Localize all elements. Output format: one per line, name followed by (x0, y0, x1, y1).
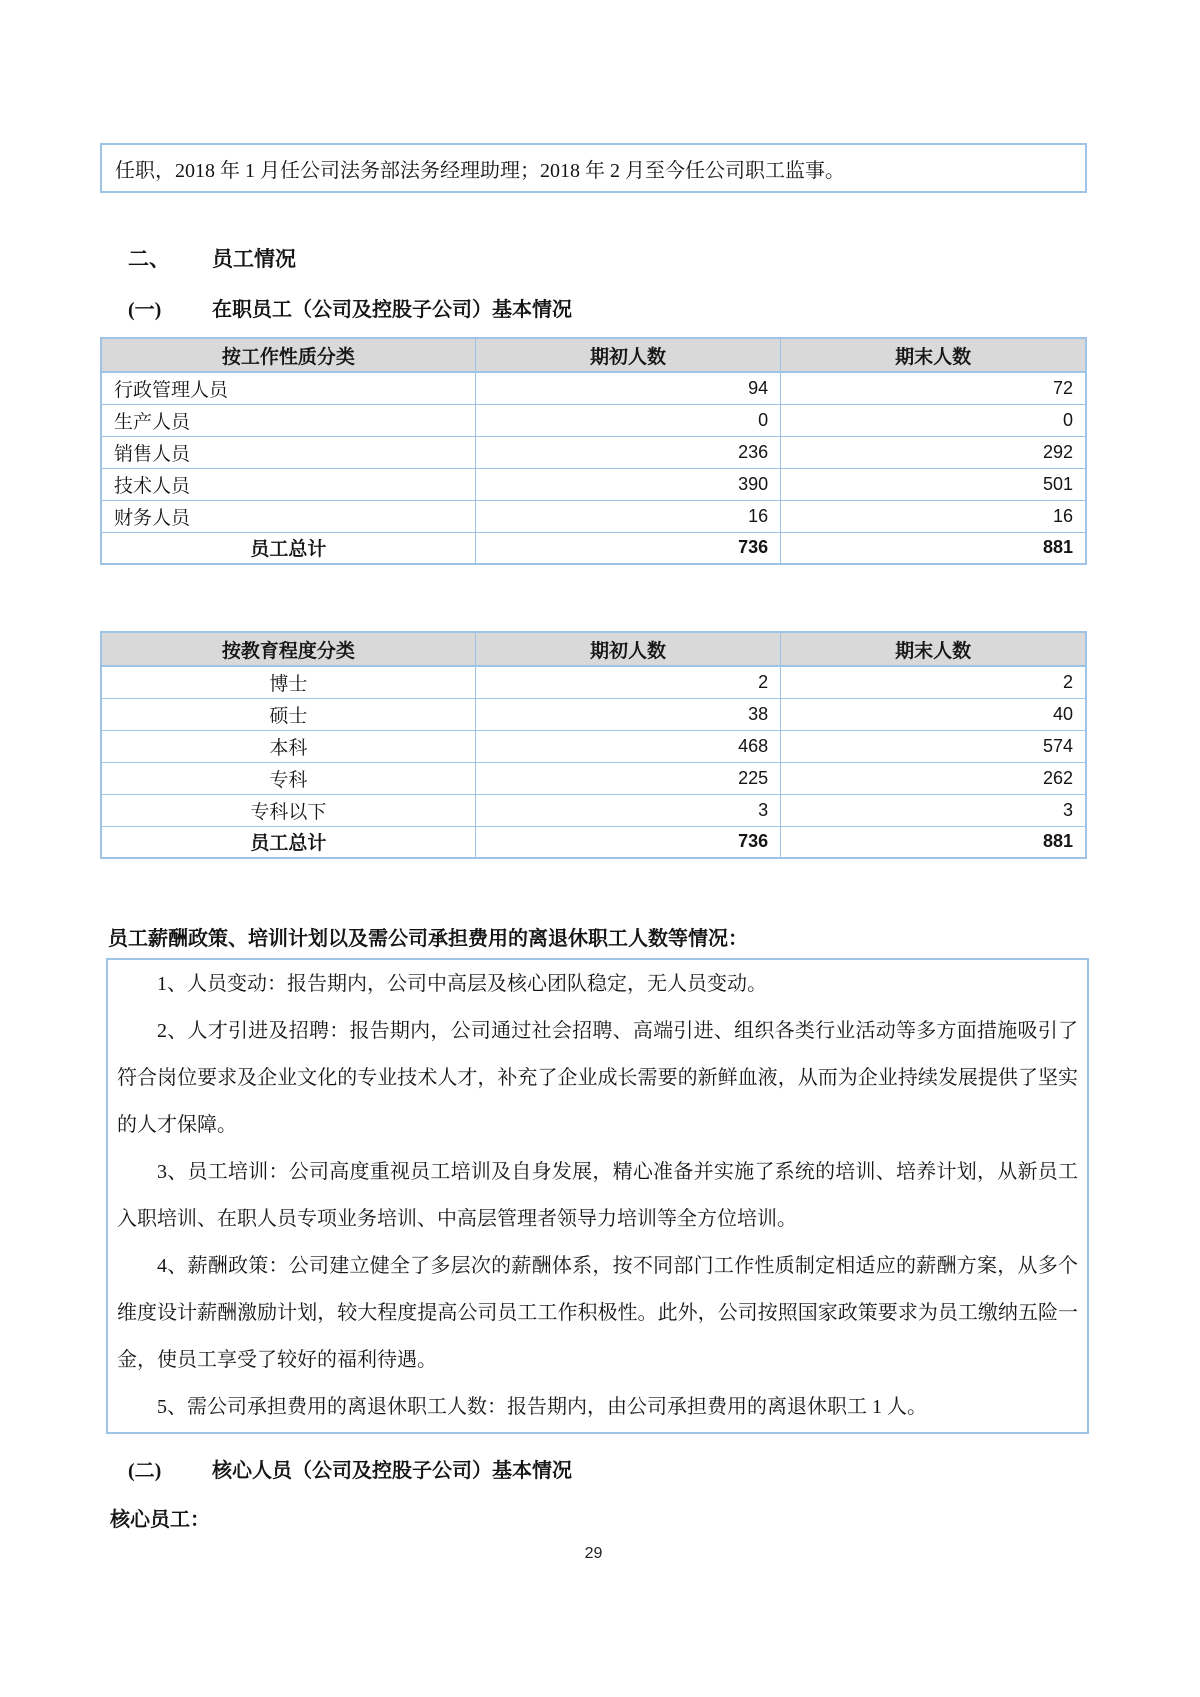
table-cell: 236 (475, 436, 780, 468)
table-row (101, 762, 1086, 794)
table-cell: 专科 (101, 762, 475, 794)
table-cell: 574 (781, 730, 1086, 762)
table-cell: 博士 (101, 666, 475, 698)
table-cell: 技术人员 (101, 468, 475, 500)
policy-paragraph: 4、薪酬政策：公司建立健全了多层次的薪酬体系，按不同部门工作性质制定相适应的薪酬方案，从多个维度设计薪酬激励计划，较大程度提高公司员工工作积极性。此外，公司按照国家政策要求为员工缴纳五险一金，使员工享受了较好的福利待遇。 (117, 1255, 1078, 1371)
subsection-heading-2 (100, 1454, 1087, 1483)
table-row (101, 698, 1086, 730)
table-row (101, 794, 1086, 826)
table-cell: 292 (781, 436, 1086, 468)
intro-text-box (100, 143, 1087, 193)
table-by-education (100, 631, 1087, 859)
subsection-title: 核心人员（公司及控股子公司）基本情况 (212, 1460, 572, 1482)
subsection-number: (二) (128, 1460, 162, 1482)
subsection-number: (一) (128, 299, 162, 321)
section-heading (100, 243, 1087, 273)
policy-paragraph: 2、人才引进及招聘：报告期内，公司通过社会招聘、高端引进、组织各类行业活动等多方面措施吸引了符合岗位要求及企业文化的专业技术人才，补充了企业成长需要的新鲜血液，从而为企业持续发展提供了坚实的人才保障。 (117, 1020, 1078, 1136)
table-cell: 16 (475, 500, 780, 532)
subsection-title: 在职员工（公司及控股子公司）基本情况 (212, 299, 572, 321)
table-cell: 16 (781, 500, 1086, 532)
table-cell: 736 (475, 826, 780, 858)
table-cell: 0 (475, 404, 780, 436)
table-row (101, 372, 1086, 404)
table-cell: 3 (781, 794, 1086, 826)
table-cell: 225 (475, 762, 780, 794)
table-cell: 501 (781, 468, 1086, 500)
table-cell: 40 (781, 698, 1086, 730)
table-cell: 3 (475, 794, 780, 826)
table-cell: 专科以下 (101, 794, 475, 826)
table-cell: 财务人员 (101, 500, 475, 532)
table-cell: 262 (781, 762, 1086, 794)
table-row (101, 500, 1086, 532)
policy-paragraph: 1、人员变动：报告期内，公司中高层及核心团队稳定，无人员变动。 (157, 973, 767, 995)
table-cell: 390 (475, 468, 780, 500)
table-cell: 销售人员 (101, 436, 475, 468)
intro-text: 任职，2018 年 1 月任公司法务部法务经理助理；2018 年 2 月至今任公司职工监事。 (115, 159, 845, 182)
policy-heading: 员工薪酬政策、培训计划以及需公司承担费用的离退休职工人数等情况： (108, 928, 748, 950)
table-row (101, 730, 1086, 762)
table-cell: 94 (475, 372, 780, 404)
column-header: 期初人数 (475, 632, 780, 666)
table-cell: 881 (781, 532, 1086, 564)
table-cell: 736 (475, 532, 780, 564)
table-cell: 2 (475, 666, 780, 698)
table-cell: 38 (475, 698, 780, 730)
subsection-heading-1 (100, 293, 1087, 322)
column-header: 期末人数 (781, 338, 1086, 372)
table-cell: 员工总计 (101, 532, 475, 564)
table-cell: 本科 (101, 730, 475, 762)
policy-paragraph: 5、需公司承担费用的离退休职工人数：报告期内，由公司承担费用的离退休职工 1 人。 (157, 1396, 927, 1418)
page-number: 29 (584, 1545, 603, 1562)
table-header-row (101, 338, 1086, 372)
table-cell: 员工总计 (101, 826, 475, 858)
table-cell: 行政管理人员 (101, 372, 475, 404)
table-cell: 72 (781, 372, 1086, 404)
column-header: 期初人数 (475, 338, 780, 372)
table-row (101, 436, 1086, 468)
table-total-row (101, 532, 1086, 564)
document-page (100, 143, 1087, 1563)
table-row (101, 666, 1086, 698)
table-cell: 881 (781, 826, 1086, 858)
table-cell: 硕士 (101, 698, 475, 730)
table-total-row (101, 826, 1086, 858)
table-row (101, 404, 1086, 436)
core-staff-label: 核心员工： (110, 1509, 210, 1531)
policy-text-box (106, 958, 1089, 1434)
column-header: 期末人数 (781, 632, 1086, 666)
table-cell: 0 (781, 404, 1086, 436)
section-title: 员工情况 (212, 247, 296, 271)
table-by-job-nature (100, 337, 1087, 565)
column-header: 按教育程度分类 (101, 632, 475, 666)
table-row (101, 468, 1086, 500)
column-header: 按工作性质分类 (101, 338, 475, 372)
table-cell: 2 (781, 666, 1086, 698)
table-cell: 468 (475, 730, 780, 762)
section-number: 二、 (128, 247, 170, 271)
policy-paragraph: 3、员工培训：公司高度重视员工培训及自身发展，精心准备并实施了系统的培训、培养计划，从新员工入职培训、在职人员专项业务培训、中高层管理者领导力培训等全方位培训。 (117, 1161, 1078, 1230)
table-header-row (101, 632, 1086, 666)
table-cell: 生产人员 (101, 404, 475, 436)
